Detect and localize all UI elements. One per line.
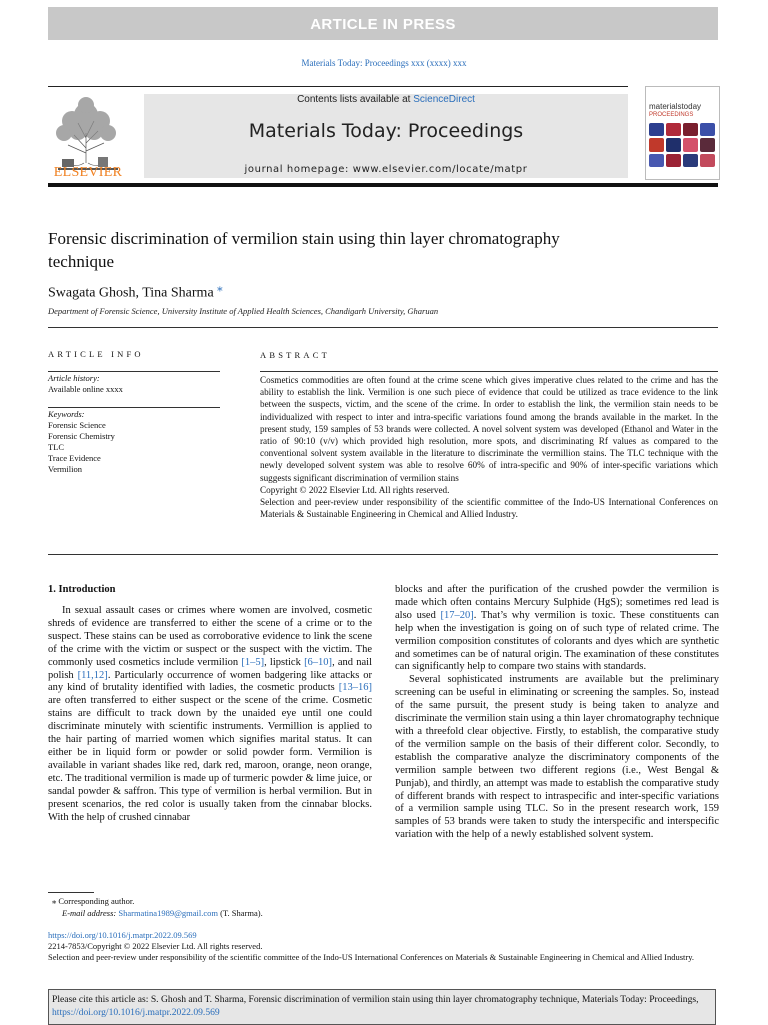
sciencedirect-link[interactable]: ScienceDirect — [413, 94, 475, 105]
abstract-heading: ABSTRACT — [260, 350, 330, 360]
citation-link[interactable]: [6–10] — [304, 656, 333, 668]
corresponding-author-footnote — [52, 895, 263, 919]
journal-cover-thumbnail — [645, 86, 720, 180]
email-suffix: (T. Sharma). — [218, 908, 263, 918]
author-affiliation: Department of Forensic Science, University Institute of Applied Health Sciences, Chandigarh University, Gharuan — [48, 306, 439, 316]
journal-masthead — [144, 94, 628, 178]
abstract-rule — [260, 371, 718, 372]
footnote-corresponding: Corresponding author. — [58, 896, 135, 906]
introduction-paragraph-1: In sexual assault cases or crimes where women are involved, cosmetic shreds of evidence are transferred to either the scene of a crime or to the suspect. These stains can be used as corroborative evidence to link the scene of the crime with the victim or suspect or the suspect with the victim. The commonly used cosmetics include vermilion [1–5], lipstick [6–10], and nail polish [11,12]. Particularly occurrence of women badgering like attacks or any kind of brutality identified with ladies, the cosmetic products [13–16] are often transferred to either suspect or the scene of the crime. Cosmetic stains are difficult to track down by the unaided eye until one could discriminate minutely with scientific instruments. Vermillion is applied to the hair parting of married women which signifies marital status. It can either be in liquid form or powder or solid powder form. Vermilion is available in variant shades like red, dark red, maroon, orange, neon orange, etc. The traditional vermilion is made up of turmeric powder & lime juice, or sandal powder & saffron. This type of vermilion is herbal vermilion. But in present scenarios, the red color is usually taken from the cinnabar blocks. With the help of crushed cinnabar — [48, 605, 373, 823]
email-label: E-mail address: — [62, 908, 117, 918]
article-history-label: Article history: — [48, 373, 100, 383]
keywords-label: Keywords: — [48, 409, 85, 419]
journal-homepage[interactable]: journal homepage: www.elsevier.com/locate/matpr — [244, 164, 528, 175]
elsevier-wordmark: ELSEVIER — [53, 165, 123, 180]
footnote-rule — [48, 892, 94, 893]
keyword-item: Forensic Chemistry — [48, 431, 115, 441]
introduction-paragraph-1-continued: blocks and after the purification of the crushed powder the vermilion is made which often contains Mercury Sulphide (HgS); sometimes red lead is also used [17–20]. That’s why vermilion is toxic. These constituents can help when the investigation is going on of such type of related crime. The vermilion composition constitutes of colorants and dyes which are synthetic and sometimes can be of natural origin. The examination of these constitutes can significantly help to compare two stains with standards. — [395, 584, 719, 673]
keywords-rule — [48, 407, 220, 408]
doi-block — [48, 930, 720, 962]
article-in-press-banner: ARTICLE IN PRESS — [48, 7, 718, 40]
article-history — [48, 373, 123, 395]
introduction-heading: 1. Introduction — [48, 584, 116, 595]
citation-link[interactable]: [13–16] — [338, 682, 372, 694]
corresponding-author-mark[interactable]: ⁎ — [217, 282, 223, 294]
contents-prefix: Contents lists available at — [297, 94, 414, 105]
journal-title: Materials Today: Proceedings — [248, 120, 524, 142]
citation-link[interactable]: [1–5] — [241, 656, 265, 668]
keyword-item: Vermilion — [48, 464, 82, 474]
masthead-top-rule — [48, 86, 628, 87]
citation-link[interactable]: [17–20] — [440, 609, 474, 621]
abstract-peer-review: Selection and peer-review under responsibility of the scientific committee of the Indo-US International Conferences on Materials & Sustainable Engineering in Chemical and Allied Industry. — [260, 497, 718, 520]
cover-image-grid — [649, 123, 715, 167]
citation-doi-link[interactable]: https://doi.org/10.1016/j.matpr.2022.09.569 — [52, 1007, 220, 1018]
abstract-text — [260, 374, 718, 520]
citation-box — [48, 989, 716, 1025]
body-column-left — [48, 584, 372, 824]
keyword-item: TLC — [48, 442, 65, 452]
citation-link[interactable]: [11,12] — [77, 669, 108, 681]
article-info-heading: ARTICLE INFO — [48, 349, 144, 359]
doi-link[interactable]: https://doi.org/10.1016/j.matpr.2022.09.569 — [48, 930, 197, 940]
article-history-value: Available online xxxx — [48, 384, 123, 394]
author-names: Swagata Ghosh, Tina Sharma — [48, 285, 214, 301]
keywords-block — [48, 409, 115, 475]
introduction-paragraph-2: Several sophisticated instruments are available but the preliminary screening can be useful in eliminating or screening the samples. So, instead of the same pursuit, the present study is being taken to analyze and discriminate the vermilion stain using a thin layer chromatography technique with a threefold clear objective. Firstly, to establish, the comparative study of the vermilion sample on the basis of their different color. Secondly, to establish the comparative analyze the discriminatory components of the vermilion sample between two different regions (i.e., West Bengal & Punjab), and thirdly, an attempt was made to establish the comparative study of different brands with respect to intraspecific and inter-specific variations of a vermilion sample using TLC. So in the present research work, 159 samples of 53 brands were taken to study the interspecific and interspecific variation with the help of a newly established solvent system. — [395, 674, 719, 841]
body-column-right — [395, 584, 719, 842]
author-list — [48, 281, 223, 302]
cover-brand: materialstoday — [649, 102, 702, 111]
keyword-item: Trace Evidence — [48, 453, 101, 463]
masthead-bottom-rule — [48, 183, 718, 187]
paper-title: Forensic discrimination of vermilion stain using thin layer chromatography technique — [48, 229, 560, 271]
issn-copyright-line: 2214-7853/Copyright © 2022 Elsevier Ltd. All rights reserved. — [48, 940, 263, 951]
cover-subtitle: PROCEEDINGS — [649, 112, 694, 118]
title-rule — [48, 327, 718, 328]
author-email-link[interactable]: Sharmatina1989@gmail.com — [118, 908, 219, 918]
abstract-copyright: Copyright © 2022 Elsevier Ltd. All rights reserved. — [260, 484, 450, 495]
article-info-rule — [48, 371, 220, 372]
citation-text: Please cite this article as: S. Ghosh and T. Sharma, Forensic discrimination of vermilion stain using thin layer chromatography technique, Materials Today: Proceedings, — [52, 994, 699, 1005]
peer-review-note: Selection and peer-review under responsibility of the scientific committee of the Indo-US International Conferences on Materials & Sustainable Engineering in Chemical and Allied Industry. — [48, 951, 695, 962]
journal-reference[interactable]: Materials Today: Proceedings xxx (xxxx) xxx — [301, 58, 467, 68]
abstract-body: Cosmetics commodities are often found at the crime scene which gives imperative clues related to the crime and has the ability to establish the link. Vermilion is one such piece of evidence that could be utilized as trace evidence to the link between the suspects, victim, and the scene of the crime. In order to establish the link, the vermilion stain needs to be individualized with respect to inter and intra-specific variations found among the brands available in the market. In the present study, 159 samples of 53 brands were collected. A novel solvent system was developed (Ethanol and Water in the ratio of 90:10 (v/v) which provided high resolution, more spots, and discriminating Rf values as compared to the conventional solvent system available in the literature to discriminate the vermillion stains. The TLC technique with the newly developed solvent system was able to resolve 60% of intra-specific and 90% of inter-specific variations which suggests significant discrimination of vermilion stains — [260, 375, 718, 483]
keyword-item: Forensic Science — [48, 420, 106, 430]
footnote-mark: ⁎ — [52, 896, 57, 906]
contents-available-line — [144, 94, 628, 106]
abstract-bottom-rule — [48, 554, 718, 555]
